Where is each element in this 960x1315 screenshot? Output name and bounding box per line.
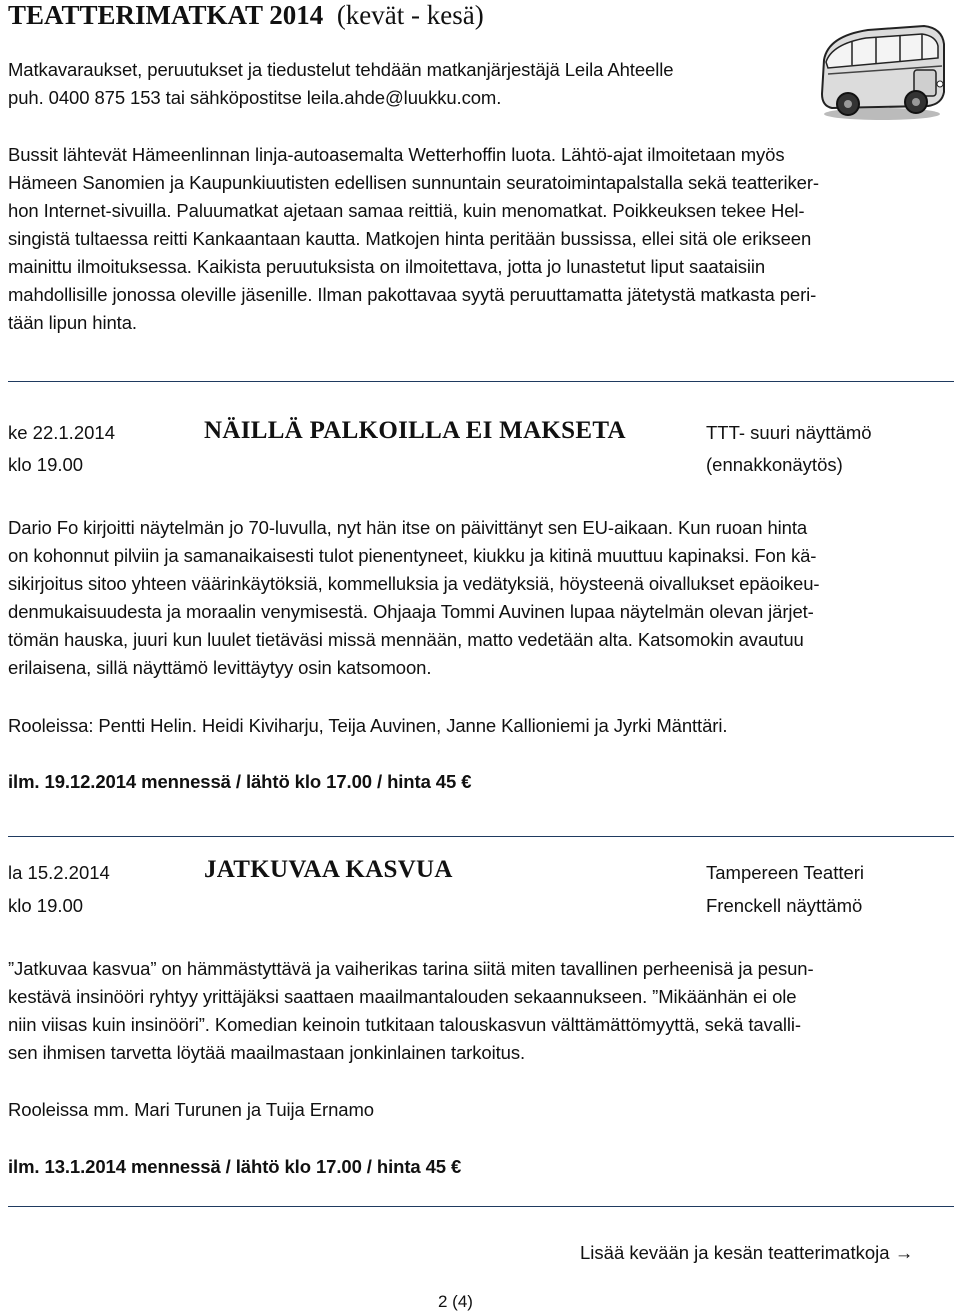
- more-trips-link[interactable]: [580, 1242, 913, 1264]
- event1-date: ke 22.1.2014: [8, 422, 115, 443]
- event2-date: la 15.2.2014: [8, 862, 110, 883]
- event1-cast: Rooleissa: Pentti Helin. Heidi Kiviharju, Teija Auvinen, Janne Kallioniemi ja Jyrki Mänttäri.: [8, 715, 728, 736]
- info-line-1: Bussit lähtevät Hämeenlinnan linja-autoasemalta Wetterhoffin luota. Lähtö-ajat ilmoitetaan myös: [8, 144, 785, 165]
- event1-note: (ennakkonäytös): [706, 454, 843, 475]
- event1-desc-line-5: tömän hauska, juuri kun luulet tietäväsi missä mennään, matto vedetään alta. Katsomokin avautuu: [8, 629, 804, 650]
- info-line-3: hon Internet-sivuilla. Paluumatkat ajetaan samaa reittiä, kuin menomatkat. Poikkeuksen tekee Hel-: [8, 200, 805, 221]
- event1-desc-line-4: denmukaisuudesta ja moraalin venymisestä. Ohjaaja Tommi Auvinen lupaa näytelmän olevan järjet-: [8, 601, 814, 622]
- event1-desc-line-3: sikirjoitus sitoo yhteen väärinkäytöksiä, kommelluksia ja vedätyksiä, höysteenä oivallukset epäoikeu-: [8, 573, 820, 594]
- event2-title: JATKUVAA KASVUA: [204, 856, 453, 883]
- info-line-7: tään lipun hinta.: [8, 312, 137, 333]
- event2-desc-line-2: kestävä insinööri ryhtyy yrittäjäksi saattaen maailmantalouden sekaannukseen. ”Mikäänhän ei ole: [8, 986, 797, 1007]
- event1-signup: ilm. 19.12.2014 mennessä / lähtö klo 17.00 / hinta 45 €: [8, 771, 472, 792]
- event2-desc-line-1: ”Jatkuvaa kasvua” on hämmästyttävä ja vaiherikas tarina siitä miten tavallinen perheenisä ja pesun-: [8, 958, 814, 979]
- info-line-4: singistä tultaessa reitti Kankaantaan kautta. Matkojen hinta peritään bussissa, ellei sitä ole erikseen: [8, 228, 812, 249]
- event2-venue: Tampereen Teatteri: [706, 862, 865, 883]
- divider: [8, 381, 954, 382]
- event1-title: NÄILLÄ PALKOILLA EI MAKSETA: [204, 417, 626, 444]
- info-line-5: mainittu ilmoituksessa. Kaikista peruutuksista on ilmoitettava, jotta jo lunastetut liput saataisiin: [8, 256, 766, 277]
- event2-signup: ilm. 13.1.2014 mennessä / lähtö klo 17.00 / hinta 45 €: [8, 1156, 462, 1177]
- arrow-right-icon: →: [894, 1242, 914, 1263]
- event1-desc-line-6: erilaisena, sillä näyttämö levittäytyy osin katsomoon.: [8, 657, 432, 678]
- info-line-2: Hämeen Sanomien ja Kaupunkiuutisten edellisen sunnuntain seuratoimintapalstalla sekä teatteriker-: [8, 172, 819, 193]
- event1-desc-line-1: Dario Fo kirjoitti näytelmän jo 70-luvulla, nyt hän itse on päivittänyt sen EU-aikaan. Kun ruoan hinta: [8, 517, 808, 538]
- event2-desc-line-4: sen ihmisen tarvetta löytää maailmastaan jonkinlainen tarkoitus.: [8, 1042, 526, 1063]
- event2-desc-line-3: niin viisas kuin insinööri”. Komedian keinoin tutkitaan talouskasvun välttämättömyyttä, sekä tavalli-: [8, 1014, 801, 1035]
- title-main: TEATTERIMATKAT 2014: [8, 0, 324, 30]
- event2-note: Frenckell näyttämö: [706, 895, 863, 916]
- contact-line-2: puh. 0400 875 153 tai sähköpostitse leila.ahde@luukku.com.: [8, 87, 502, 108]
- divider: [8, 1206, 954, 1207]
- info-line-6: mahdollisille jonossa oleville jäsenille. Ilman pakottavaa syytä peruuttamatta jätetystä matkasta peri-: [8, 284, 817, 305]
- title-season: (kevät - kesä): [336, 0, 484, 30]
- contact-line-1: Matkavaraukset, peruutukset ja tiedustelut tehdään matkanjärjestäjä Leila Ahteelle: [8, 59, 674, 80]
- divider: [8, 836, 954, 837]
- page-number: 2 (4): [438, 1292, 473, 1311]
- event1-venue: TTT- suuri näyttämö: [706, 422, 872, 443]
- event1-desc-line-2: on kohonnut pilviin ja samanaikaisesti tulot pienentyneet, kiukku ja kitinä muuttuu kapinaksi. Fon kä-: [8, 545, 817, 566]
- event1-time: klo 19.00: [8, 454, 84, 475]
- event2-cast: Rooleissa mm. Mari Turunen ja Tuija Ernamo: [8, 1099, 374, 1120]
- bus-icon: [818, 22, 950, 122]
- page-title: [8, 0, 484, 31]
- event2-time: klo 19.00: [8, 895, 84, 916]
- more-trips-label: Lisää kevään ja kesän teatterimatkoja: [580, 1242, 890, 1263]
